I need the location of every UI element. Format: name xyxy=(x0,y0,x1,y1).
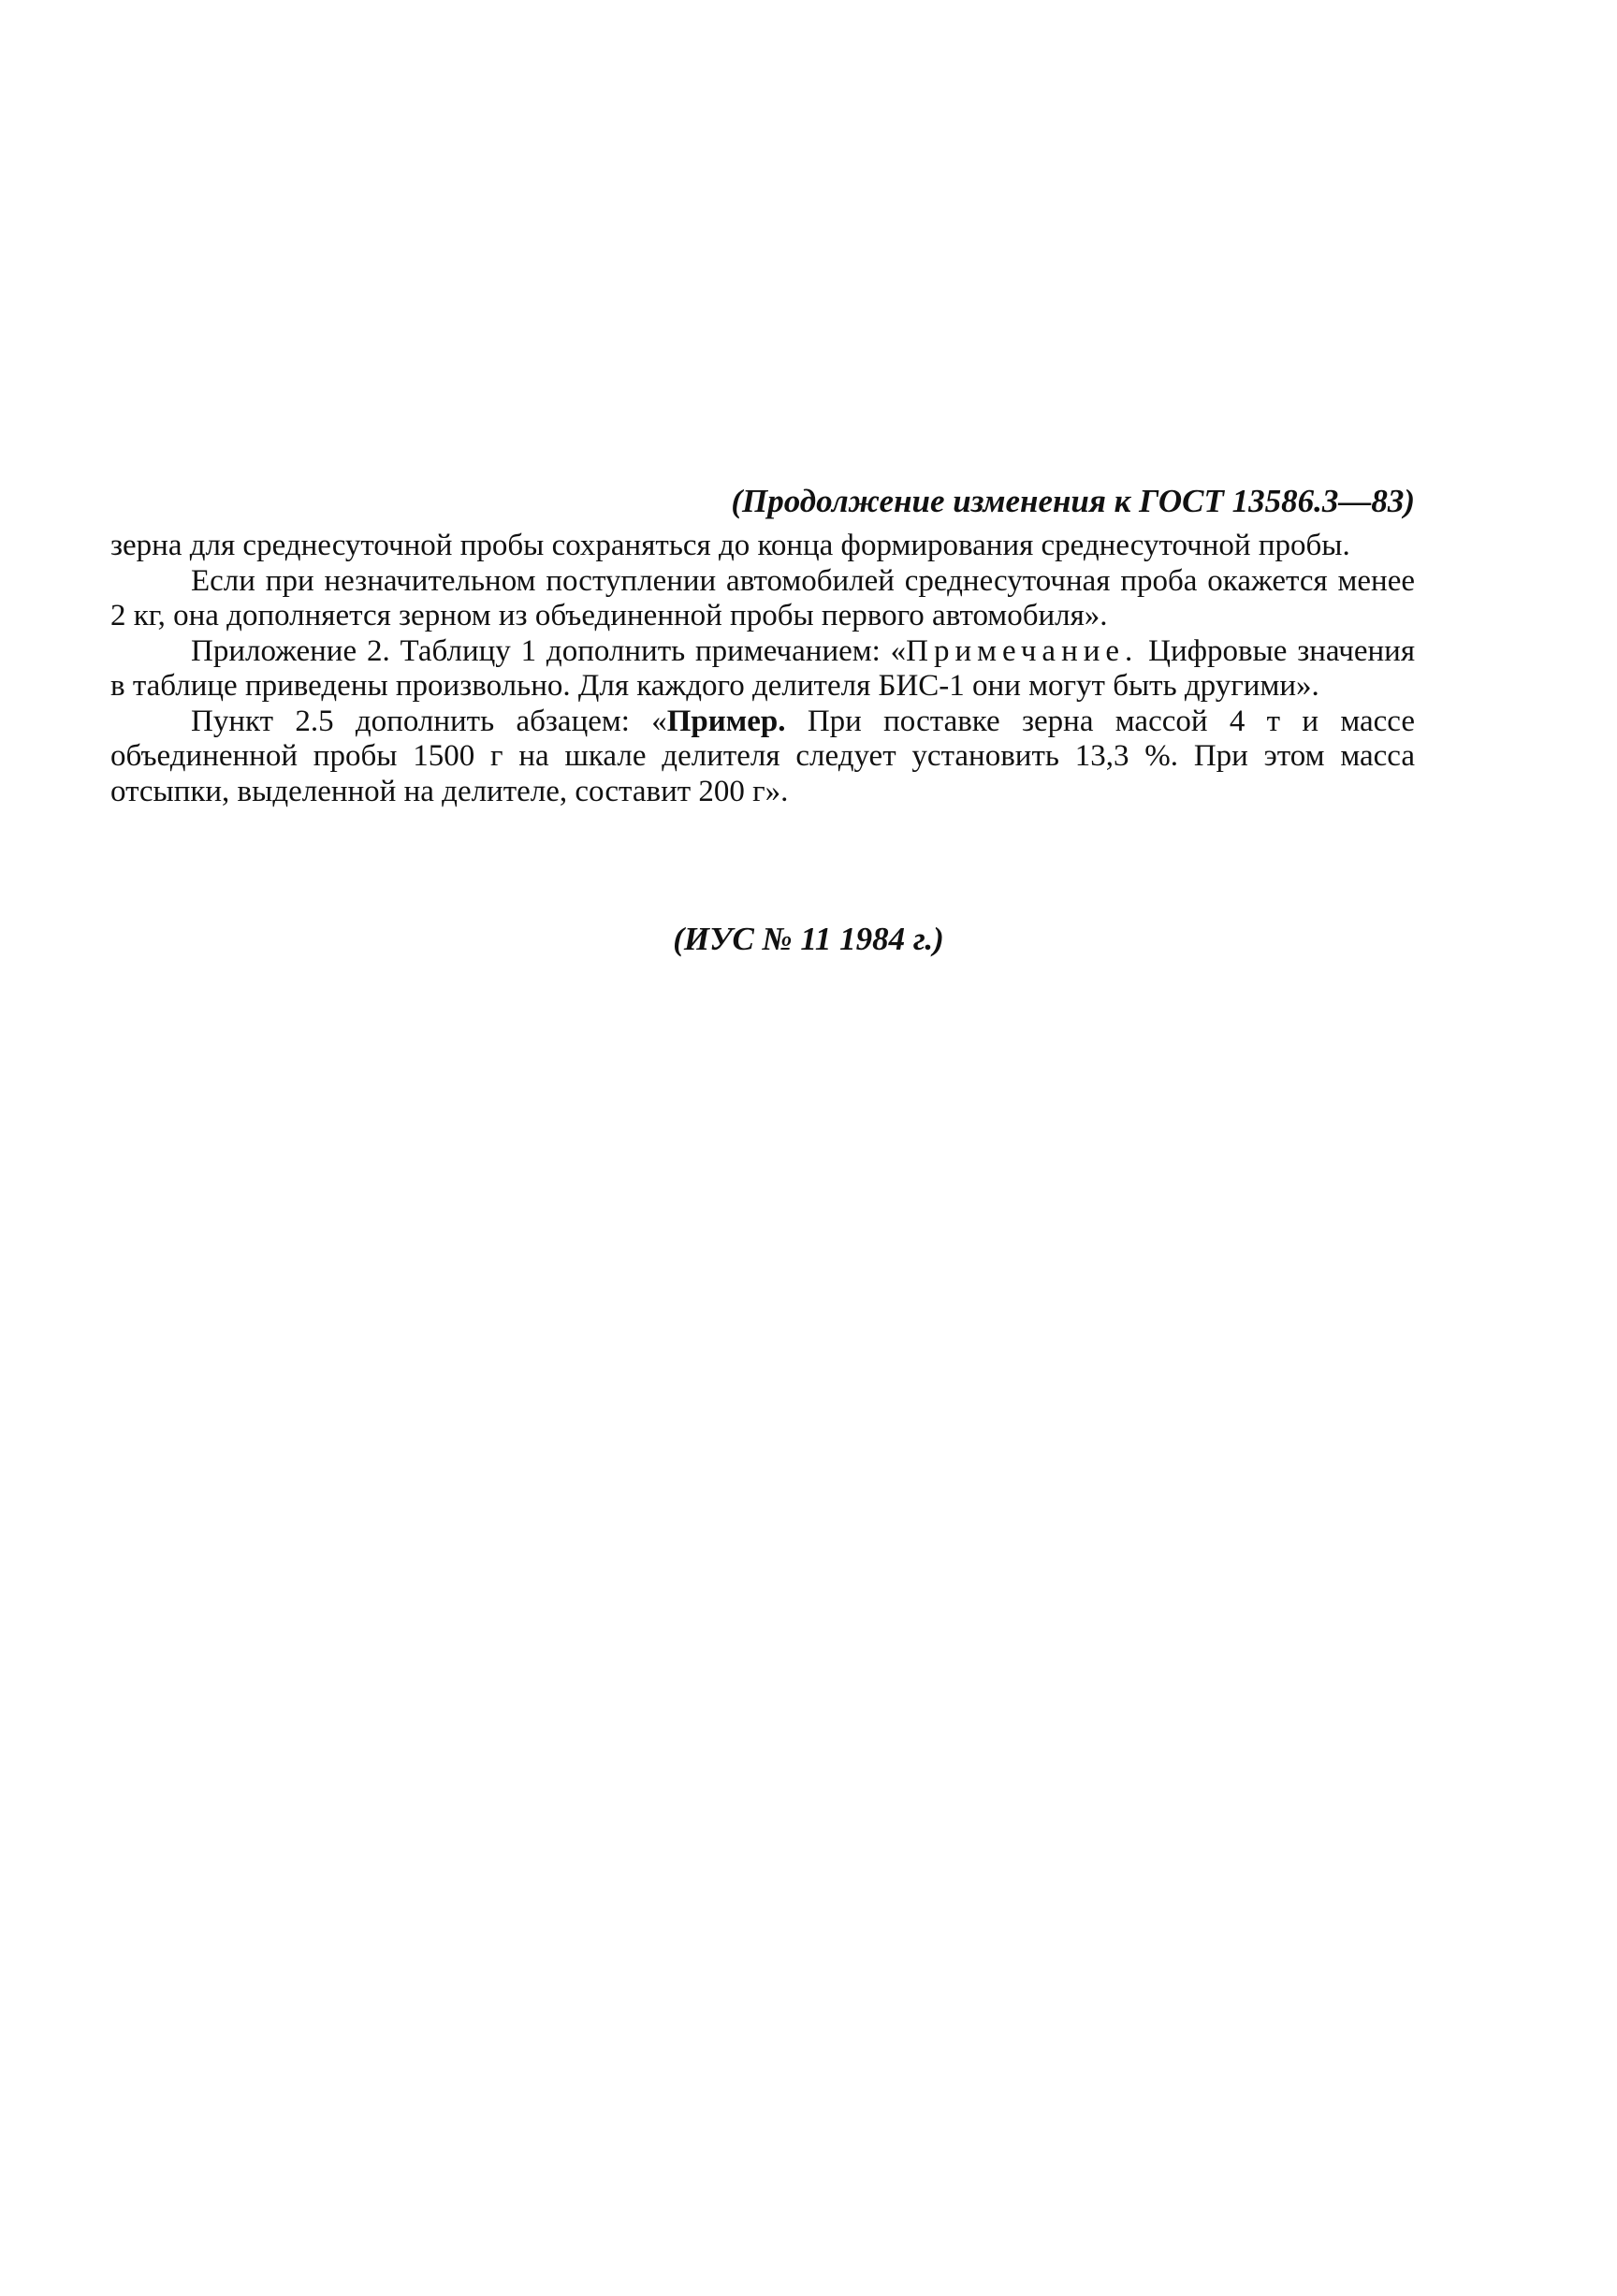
continuation-header: (Продолжение изменения к ГОСТ 13586.3—83) xyxy=(731,483,1415,519)
paragraph-sample-storage: зерна для среднесуточной пробы сохраняться до конца формирования среднесуточной пробы. xyxy=(110,529,1350,562)
paragraph-appendix-2 xyxy=(110,634,1415,705)
appendix-2-intro: Приложение 2. Таблицу 1 дополнить примечанием: « xyxy=(191,633,907,668)
clause-2-5-example-text: При поставке зерна массой 4 т и массе объединенной пробы 1500 г на шкале делителя следует установить 13,3 %. При этом масса отсыпки, выделенной на делителе, составит 200 г». xyxy=(110,704,1415,808)
source-reference: (ИУС № 11 1984 г.) xyxy=(673,921,944,957)
paragraph-small-sample: Если при незначительном поступлении автомобилей среднесуточная проба окажется менее 2 кг, она дополняется зерном из объединенной пробы первого автомобиля». xyxy=(110,563,1415,632)
clause-2-5-intro: Пункт 2.5 дополнить абзацем: « xyxy=(191,704,667,738)
appendix-2-note-text: Цифровые значения в таблице приведены произвольно. Для каждого делителя БИС-1 они могут быть другими». xyxy=(110,633,1416,703)
amendment-text xyxy=(110,529,1415,809)
note-label: Примечание. xyxy=(906,633,1139,668)
paragraph-clause-2-5 xyxy=(110,705,1415,810)
example-label: Пример. xyxy=(666,704,786,738)
